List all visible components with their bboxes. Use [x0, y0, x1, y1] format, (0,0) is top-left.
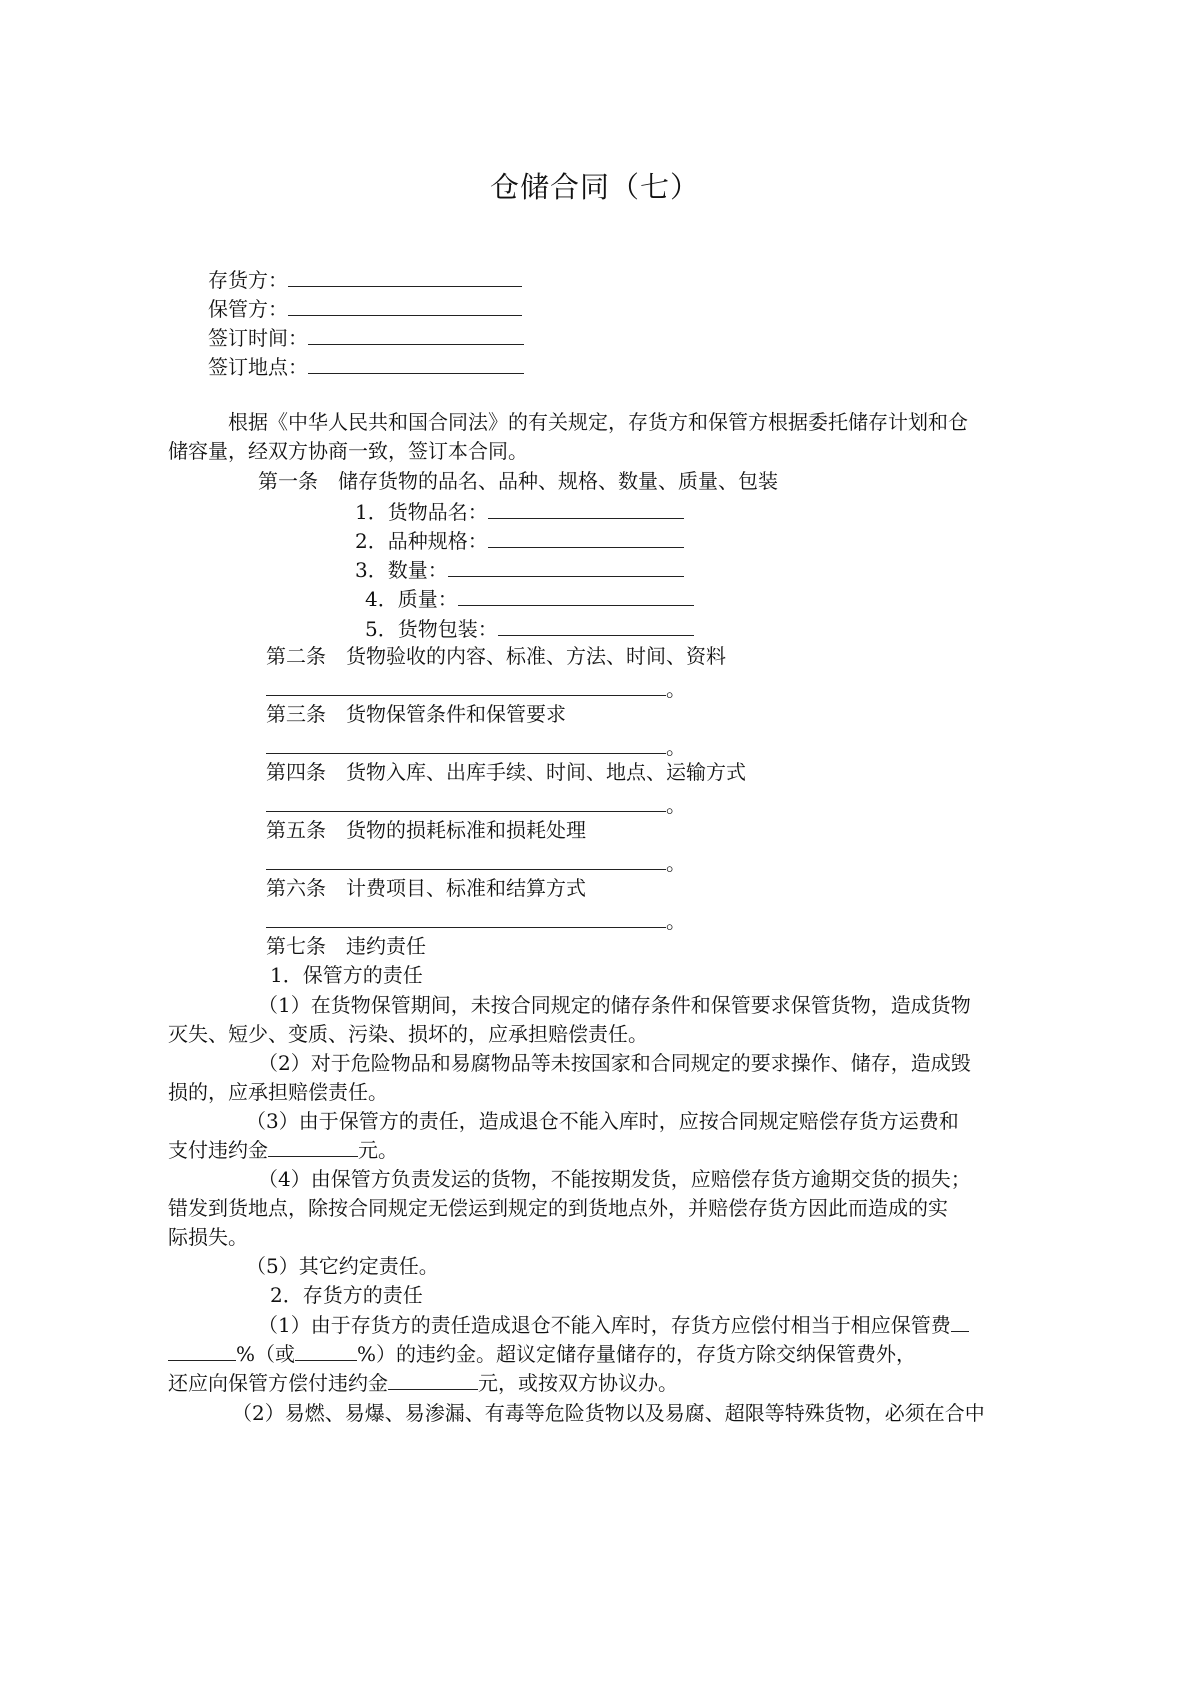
item-label: 5．货物包装：	[365, 617, 498, 641]
penalty-amount-blank[interactable]	[268, 1138, 358, 1157]
article-number: 第二条	[266, 644, 326, 668]
period: 。	[666, 677, 686, 701]
spec-blank[interactable]	[488, 525, 684, 548]
article-title: 货物验收的内容、标准、方法、时间、资料	[346, 644, 726, 668]
rate-blank-b[interactable]	[168, 1342, 236, 1361]
article-title: 储存货物的品名、品种、规格、数量、质量、包装	[338, 469, 778, 493]
clause-1-3-line1: （3）由于保管方的责任，造成退仓不能入库时，应按合同规定赔偿存货方运费和	[246, 1109, 959, 1133]
article-2-blank[interactable]	[266, 673, 666, 696]
clause-1-2-line1: （2）对于危险物品和易腐物品等未按国家和合同规定的要求操作、储存，造成毁	[258, 1051, 971, 1075]
depositor-liability-heading: 2．存货方的责任	[270, 1283, 423, 1307]
article-7-heading	[266, 932, 426, 960]
clause-2-1-line3	[168, 1369, 678, 1397]
article-1-item	[365, 583, 694, 611]
clause-2-1-line1	[258, 1311, 969, 1339]
field-custodian	[208, 293, 522, 321]
period: 。	[666, 735, 686, 759]
article-1-item	[355, 496, 684, 524]
rate-alt-blank[interactable]	[295, 1342, 357, 1361]
depositor-blank[interactable]	[288, 264, 522, 287]
rate-blank-a[interactable]	[951, 1313, 969, 1332]
custodian-liability-heading: 1．保管方的责任	[270, 963, 423, 987]
clause-1-5: （5）其它约定责任。	[246, 1254, 439, 1278]
text: （1）由于存货方的责任造成退仓不能入库时，存货方应偿付相当于相应保管费	[258, 1313, 951, 1337]
article-4-blank[interactable]	[266, 789, 666, 812]
article-5-heading	[266, 816, 586, 844]
article-number: 第三条	[266, 702, 326, 726]
article-6-heading	[266, 874, 586, 902]
article-3-blank[interactable]	[266, 731, 666, 754]
clause-1-1-line2: 灭失、短少、变质、污染、损坏的，应承担赔偿责任。	[168, 1022, 648, 1046]
period: 。	[666, 793, 686, 817]
clause-2-1-line2	[168, 1340, 916, 1368]
text: 元，或按双方协议办。	[478, 1371, 678, 1395]
field-label: 签订时间：	[208, 326, 308, 350]
article-number: 第六条	[266, 876, 326, 900]
sign-date-blank[interactable]	[308, 322, 524, 345]
clause-1-4-line1: （4）由保管方负责发运的货物，不能按期发货，应赔偿存货方逾期交货的损失；	[258, 1167, 971, 1191]
period: 。	[666, 851, 686, 875]
penalty-amount-blank-2[interactable]	[388, 1371, 478, 1390]
article-title: 货物的损耗标准和损耗处理	[346, 818, 586, 842]
item-label: 4．质量：	[365, 587, 458, 611]
article-number: 第一条	[258, 469, 318, 493]
quality-blank[interactable]	[458, 583, 694, 606]
item-label: 3．数量：	[355, 558, 448, 582]
goods-name-blank[interactable]	[488, 496, 684, 519]
packaging-blank[interactable]	[498, 613, 694, 636]
article-number: 第五条	[266, 818, 326, 842]
clause-2-2-line1: （2）易燃、易爆、易渗漏、有毒等危险货物以及易腐、超限等特殊货物，必须在合中	[232, 1401, 985, 1425]
period: 。	[666, 909, 686, 933]
article-2-fill	[266, 673, 686, 701]
article-title: 货物入库、出库手续、时间、地点、运输方式	[346, 760, 746, 784]
article-5-blank[interactable]	[266, 847, 666, 870]
article-1-item	[365, 613, 694, 641]
item-label: 2．品种规格：	[355, 529, 488, 553]
field-depositor	[208, 264, 522, 292]
article-4-heading	[266, 758, 746, 786]
field-sign-date	[208, 322, 524, 350]
article-1-item	[355, 525, 684, 553]
intro-line-2: 储容量，经双方协商一致，签订本合同。	[168, 439, 528, 463]
clause-1-4-line2: 错发到货地点，除按合同规定无偿运到规定的到货地点外，并赔偿存货方因此而造成的实	[168, 1196, 948, 1220]
article-5-fill	[266, 847, 686, 875]
text: 还应向保管方偿付违约金	[168, 1371, 388, 1395]
field-label: 签订地点：	[208, 355, 308, 379]
article-number: 第四条	[266, 760, 326, 784]
article-1-heading	[258, 467, 778, 495]
field-sign-place	[208, 351, 524, 379]
text: %（或	[236, 1342, 296, 1366]
text: 支付违约金	[168, 1138, 268, 1162]
field-label: 保管方：	[208, 297, 288, 321]
article-6-blank[interactable]	[266, 905, 666, 928]
article-2-heading	[266, 642, 726, 670]
article-4-fill	[266, 789, 686, 817]
text: %）的违约金。超议定储存量储存的，存货方除交纳保管费外，	[357, 1342, 917, 1366]
article-title: 计费项目、标准和结算方式	[346, 876, 586, 900]
clause-1-4-line3: 际损失。	[168, 1225, 248, 1249]
article-title: 货物保管条件和保管要求	[346, 702, 566, 726]
sign-place-blank[interactable]	[308, 351, 524, 374]
quantity-blank[interactable]	[448, 554, 684, 577]
intro-line-1: 根据《中华人民共和国合同法》的有关规定，存货方和保管方根据委托储存计划和仓	[228, 410, 968, 434]
document-title: 仓储合同（七）	[489, 170, 700, 204]
text: 元。	[358, 1138, 398, 1162]
custodian-blank[interactable]	[288, 293, 522, 316]
article-title: 违约责任	[346, 934, 426, 958]
article-number: 第七条	[266, 934, 326, 958]
article-3-fill	[266, 731, 686, 759]
clause-1-1-line1: （1）在货物保管期间，未按合同规定的储存条件和保管要求保管货物，造成货物	[258, 993, 971, 1017]
field-label: 存货方：	[208, 268, 288, 292]
article-1-item	[355, 554, 684, 582]
item-label: 1．货物品名：	[355, 500, 488, 524]
article-6-fill	[266, 905, 686, 933]
clause-1-3-line2	[168, 1136, 398, 1164]
article-3-heading	[266, 700, 566, 728]
clause-1-2-line2: 损的，应承担赔偿责任。	[168, 1080, 388, 1104]
